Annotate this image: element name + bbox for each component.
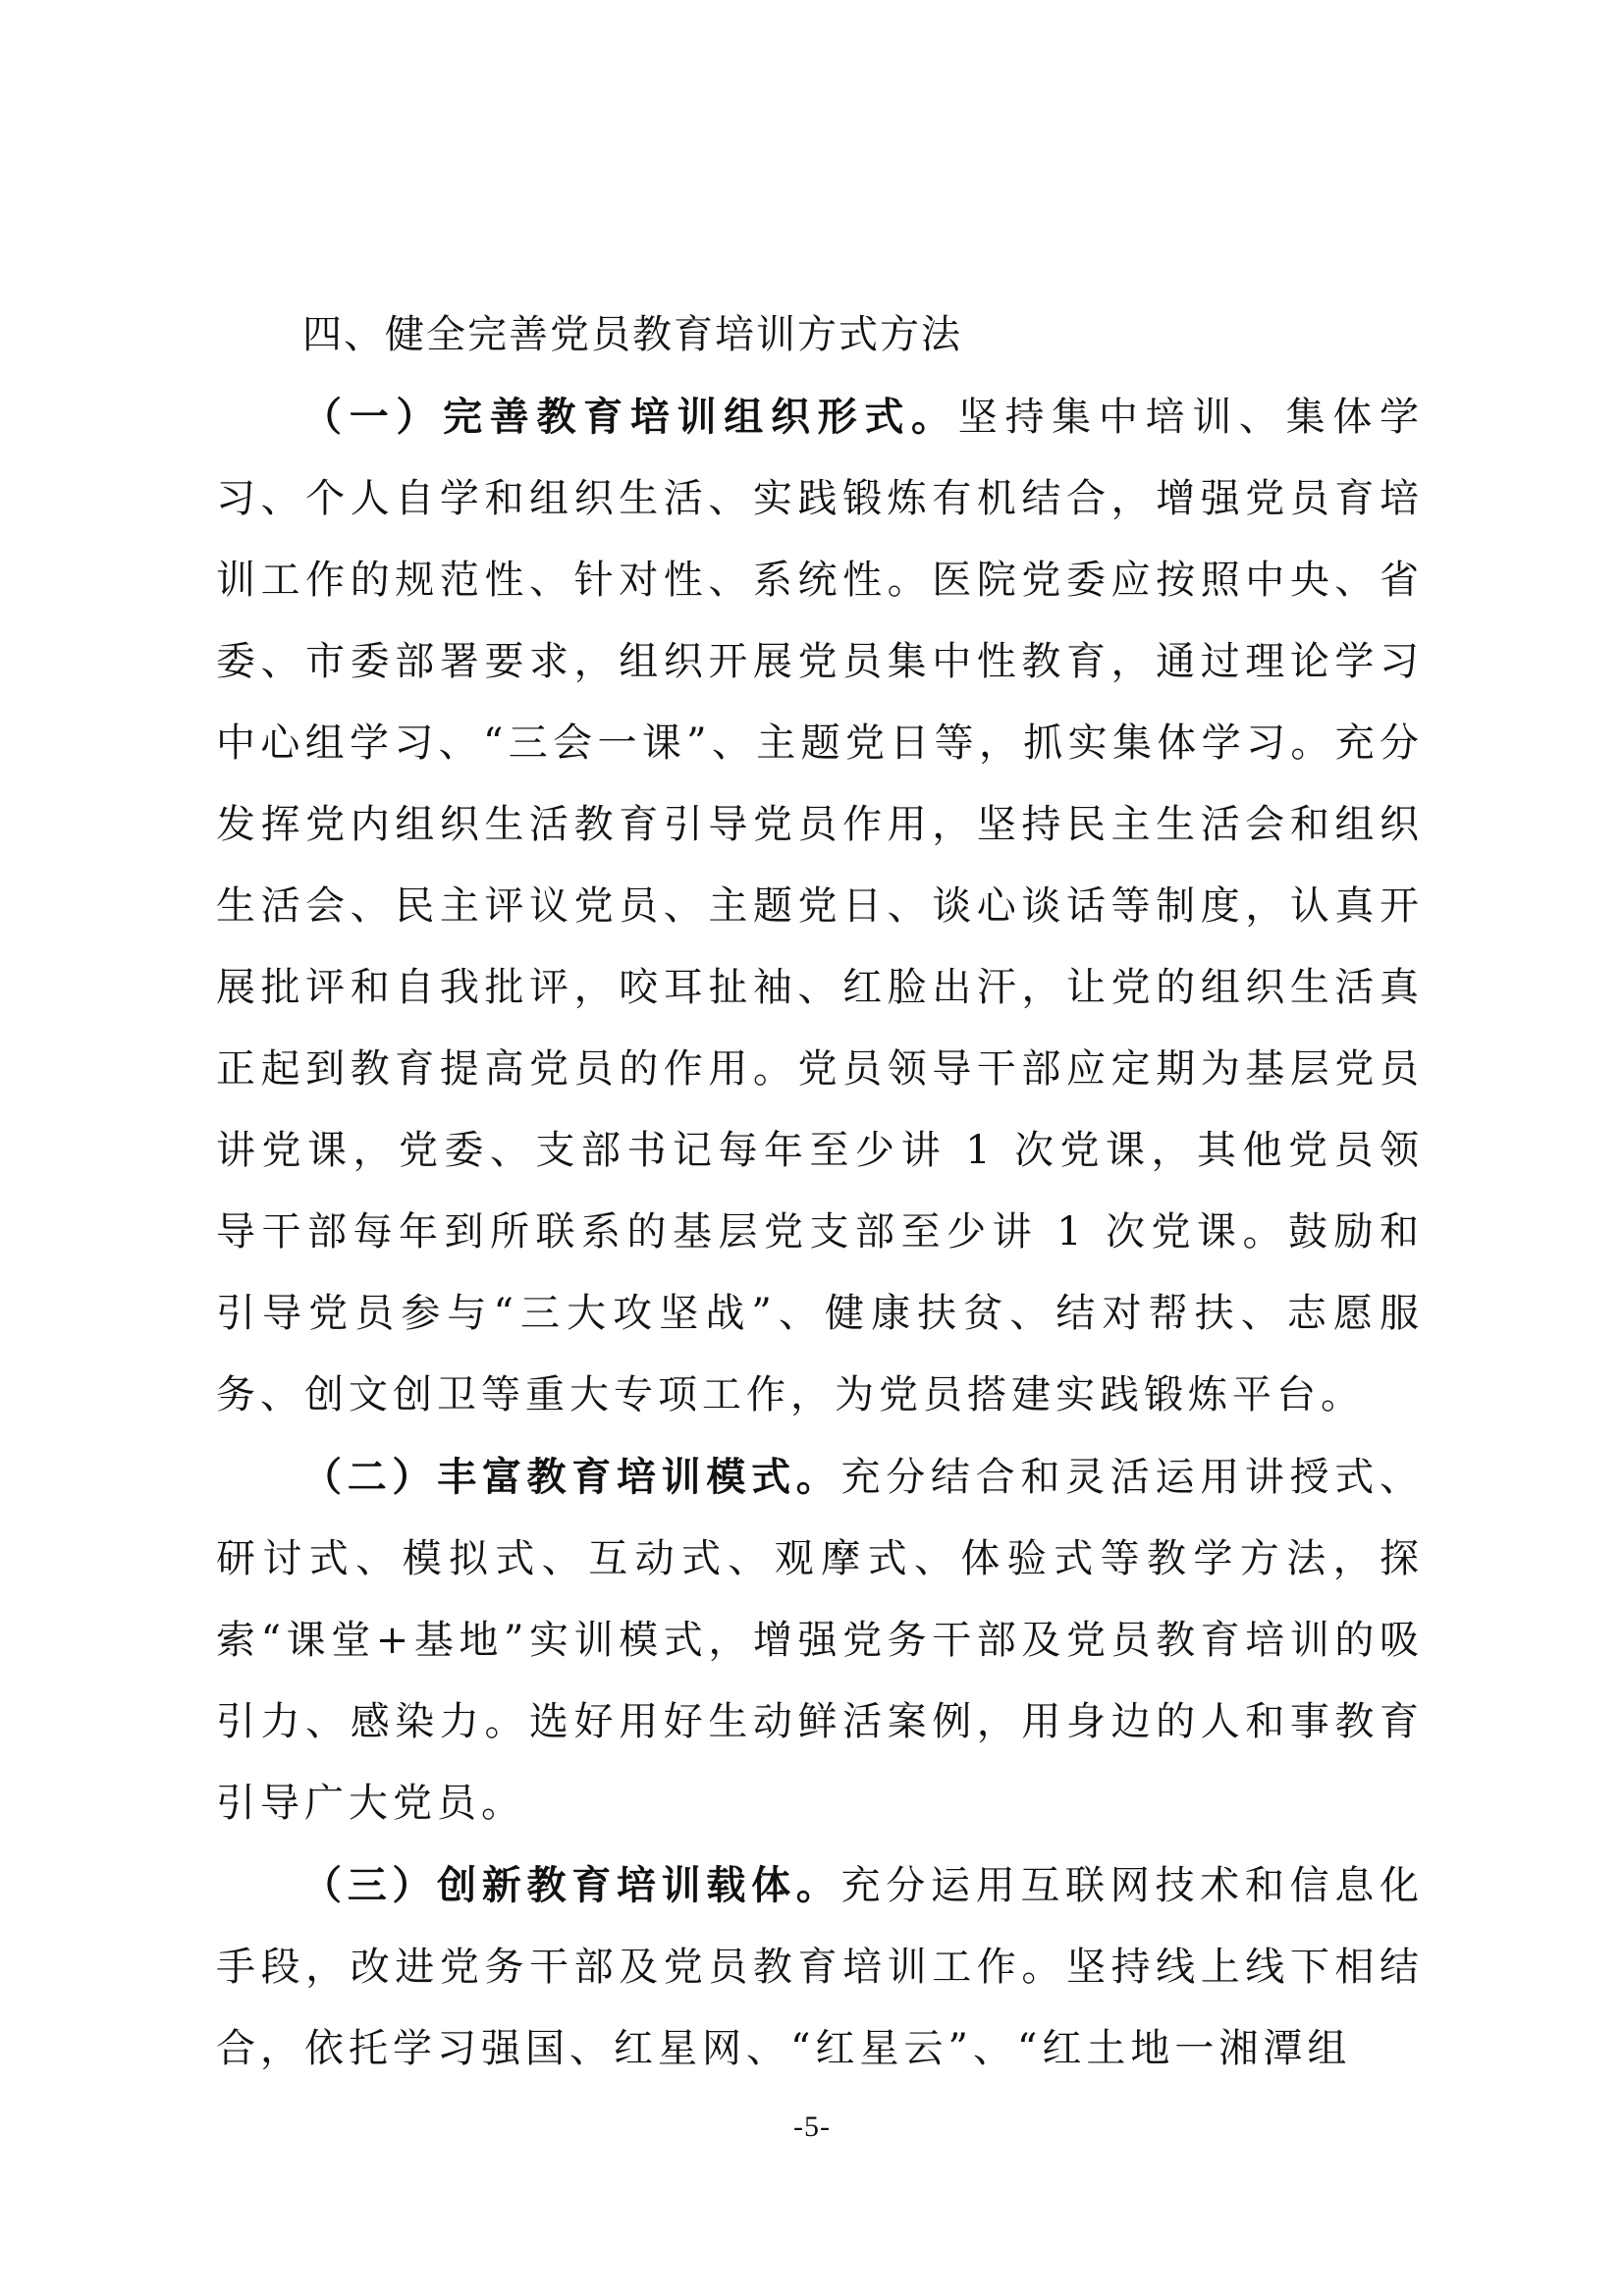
paragraph-2-body: 充分结合和灵活运用讲授式、研讨式、模拟式、互动式、观摩式、体验式等教学方法，探索“课堂+基地”实训模式，增强党务干部及党员教育培训的吸引力、感染力。选好用好生动鲜活案例，用身边的人和事教育引导广大党员。 [216,1455,1424,1826]
paragraph-3-body: 充分运用互联网技术和信息化手段，改进党务干部及党员教育培训工作。坚持线上线下相结合，依托学习强国、红星网、“红星云”、“红土地一湘潭组 [216,1863,1424,2071]
page-number: -5- [793,2110,831,2143]
paragraph-1-lead: （一）完善教育培训组织形式。 [302,394,958,440]
section-heading: 四、健全完善党员教育培训方式方法 [302,312,962,357]
paragraph-2-lead: （二）丰富教育培训模式。 [302,1454,841,1500]
paragraph-1 [216,376,1424,1436]
paragraph-3 [216,1844,1424,2090]
paragraph-1-body: 坚持集中培训、集体学习、个人自学和组织生活、实践锻炼有机结合，增强党员育培训工作的规范性、针对性、系统性。医院党委应按照中央、省委、市委部署要求，组织开展党员集中性教育，通过理论学习中心组学习、“三会一课”、主题党日等，抓实集体学习。充分发挥党内组织生活教育引导党员作用，坚持民主生活会和组织生活会、民主评议党员、主题党日、谈心谈话等制度，认真开展批评和自我批评，咬耳扯袖、红脸出汗，让党的组织生活真正起到教育提高党员的作用。党员领导干部应定期为基层党员讲党课，党委、支部书记每年至少讲 1 次党课，其他党员领导干部每年到所联系的基层党支部至少讲 1 次党课。鼓励和引导党员参与“三大攻坚战”、健康扶贫、结对帮扶、志愿服务、创文创卫等重大专项工作，为党员搭建实践锻炼平台。 [216,395,1425,1417]
paragraph-3-lead: （三）创新教育培训载体。 [302,1862,841,1908]
document-body [216,294,1424,2090]
paragraph-2 [216,1436,1424,1844]
